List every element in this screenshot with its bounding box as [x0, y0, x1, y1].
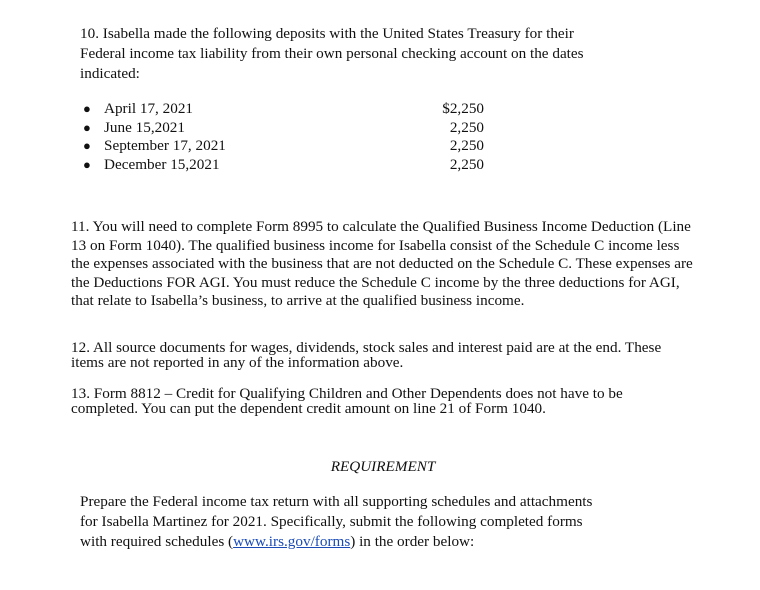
deposit-amount: 2,250 — [449, 137, 484, 154]
deposit-date: September 17, 2021 — [104, 137, 226, 154]
requirement-heading-wrap — [0, 458, 760, 476]
bullet-icon: ● — [83, 156, 91, 172]
deposit-row — [78, 119, 498, 138]
deposit-list — [78, 100, 498, 174]
deposit-date: April 17, 2021 — [104, 100, 194, 117]
requirement-text-before: Prepare the Federal income tax return with all supporting schedules and attachments for Isabella Martinez for 2021. Specifically, submit the following completed forms with required schedules ( — [80, 493, 593, 550]
deposit-row — [78, 137, 498, 156]
item-13-paragraph: 13. Form 8812 – Credit for Qualifying Children and Other Dependents does not have to be completed. You can put the dependent credit amount on line 21 of Form 1040. — [71, 385, 623, 417]
deposit-row — [78, 100, 498, 119]
item-10-paragraph: 10. Isabella made the following deposits with the United States Treasury for their Federal income tax liability from their own personal checking account on the dates indicated: — [80, 25, 584, 82]
deposit-amount: 2,250 — [449, 155, 484, 173]
requirement-paragraph — [80, 492, 600, 552]
bullet-icon: ● — [83, 138, 91, 153]
deposit-amount: 2,250 — [449, 118, 484, 136]
irs-forms-link[interactable]: www.irs.gov/forms — [233, 533, 351, 550]
deposit-date: December 15,2021 — [104, 155, 220, 173]
requirement-text-after: ) in the order below: — [350, 533, 475, 550]
item-11-paragraph: 11. You will need to complete Form 8995 to calculate the Qualified Business Income Deduction (Line 13 on Form 1040). The qualified business income for Isabella consist of the Schedule C income less the expenses associated with the business that are not deducted on the Schedule C. These expenses are the Deductions FOR AGI. You must reduce the Schedule C income by the three deductions for AGI, that relate to Isabella’s business, to arrive at the qualified business income. — [71, 218, 693, 309]
deposit-amount: $2,250 — [442, 100, 484, 117]
item-12-paragraph: 12. All source documents for wages, dividends, stock sales and interest paid are at the end. These items are not reported in any of the information above. — [71, 339, 662, 371]
bullet-icon: ● — [83, 101, 91, 116]
deposit-date: June 15,2021 — [104, 118, 185, 136]
deposit-row — [78, 156, 498, 175]
bullet-icon: ● — [83, 119, 91, 135]
requirement-heading: REQUIREMENT — [330, 458, 436, 475]
